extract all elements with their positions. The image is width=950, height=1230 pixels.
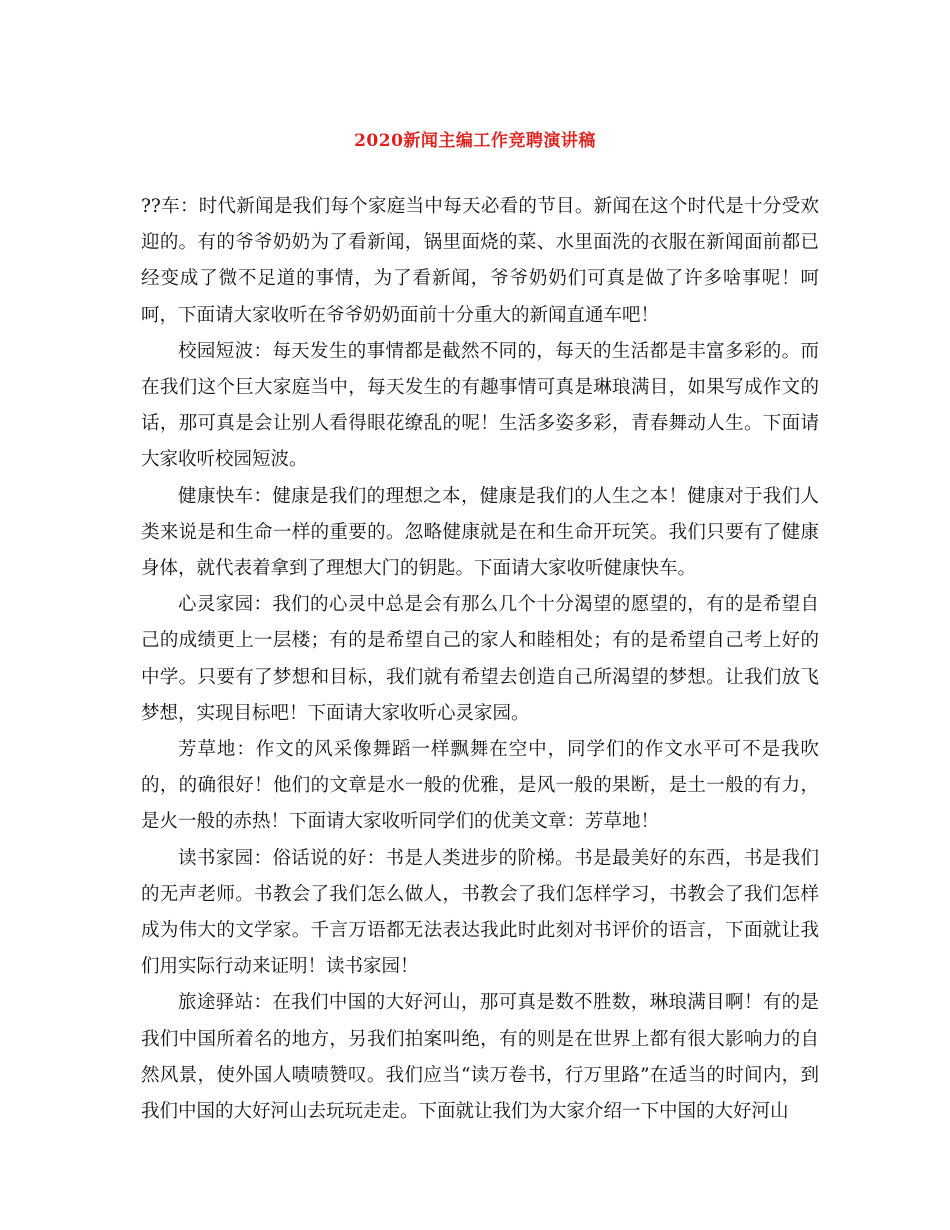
paragraph-meadow: 芳草地：作文的风采像舞蹈一样飘舞在空中，同学们的作文水平可不是我吹的，的确很好！他们的文章是水一般的优雅，是风一般的果断，是土一般的有力，是火一般的赤热！下面请大家收听同学们的优美文章：芳草地！ [141, 739, 819, 833]
document-body [141, 189, 819, 1130]
paragraph-reading-garden: 读书家园：俗话说的好：书是人类进步的阶梯。书是最美好的东西，书是我们的无声老师。书教会了我们怎么做人，书教会了我们怎样学习，书教会了我们怎样成为伟大的文学家。千言万语都无法表达我此时此刻对书评价的语言，下面就让我们用实际行动来证明！读书家园！ [141, 847, 819, 978]
paragraph-health-express: 健康快车：健康是我们的理想之本，健康是我们的人生之本！健康对于我们人类来说是和生命一样的重要的。忽略健康就是在和生命开玩笑。我们只要有了健康身体，就代表着拿到了理想大门的钥匙。下面请大家收听健康快车。 [141, 485, 819, 580]
paragraph-travel-station: 旅途驿站：在我们中国的大好河山，那可真是数不胜数，琳琅满目啊！有的是我们中国所着名的地方，另我们拍案叫绝，有的则是在世界上都有很大影响力的自然风景，使外国人啧啧赞叹。我们应当“读万卷书，行万里路”在适当的时间内，到我们中国的大好河山去玩玩走走。下面就让我们为大家介绍一下中国的大好河山 [141, 992, 819, 1123]
document-title: 2020新闻主编工作竞聘演讲稿 [354, 131, 596, 151]
paragraph-campus-shortwave: 校园短波：每天发生的事情都是截然不同的，每天的生活都是丰富多彩的。而在我们这个巨大家庭当中，每天发生的有趣事情可真是琳琅满目，如果写成作文的话，那可真是会让别人看得眼花缭乱的呢！生活多姿多彩，青春舞动人生。下面请大家收听校园短波。 [141, 340, 819, 471]
paragraph-soul-garden: 心灵家园：我们的心灵中总是会有那么几个十分渴望的愿望的，有的是希望自己的成绩更上一层楼；有的是希望自己的家人和睦相处；有的是希望自己考上好的中学。只要有了梦想和目标，我们就有希望去创造自己所渴望的梦想。让我们放飞梦想，实现目标吧！下面请大家收听心灵家园。 [141, 594, 819, 724]
paragraph-news-express: ??车：时代新闻是我们每个家庭当中每天必看的节目。新闻在这个时代是十分受欢迎的。有的爷爷奶奶为了看新闻，锅里面烧的菜、水里面洗的衣服在新闻面前都已经变成了微不足道的事情，为了看新闻，爷爷奶奶们可真是做了许多啥事呢！呵呵，下面请大家收听在爷爷奶奶面前十分重大的新闻直通车吧！ [141, 196, 819, 326]
